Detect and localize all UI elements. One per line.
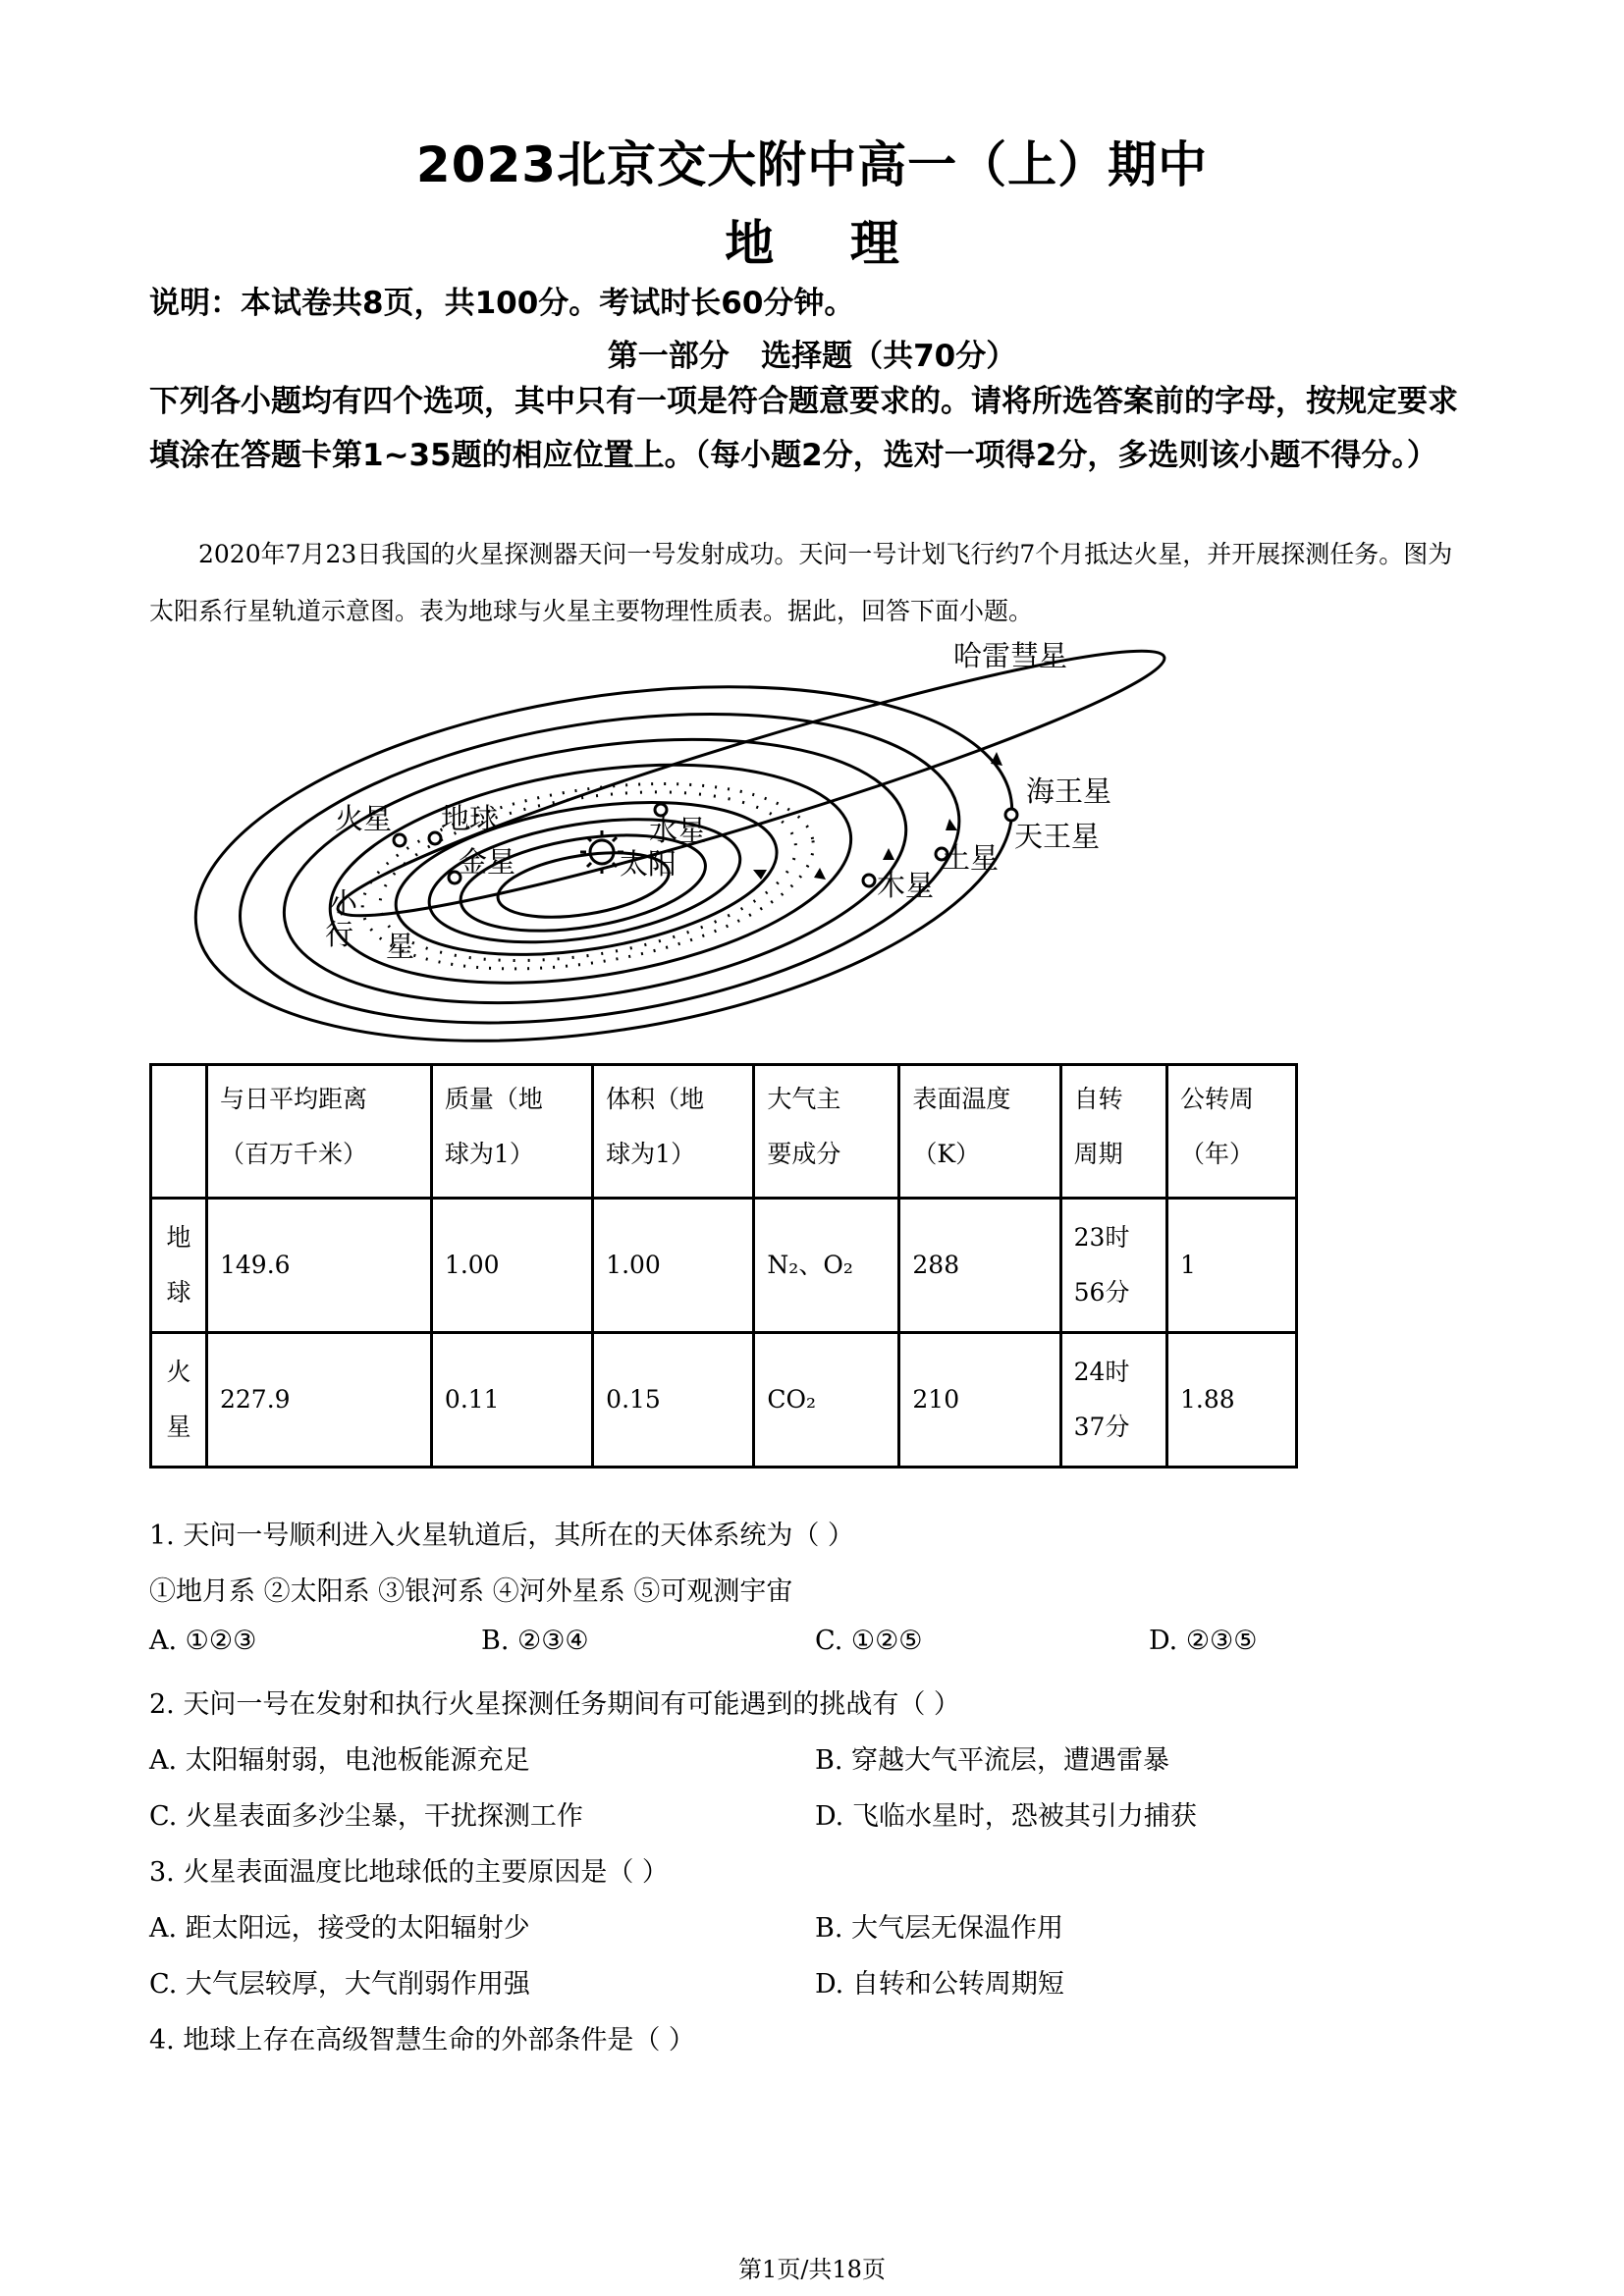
- exam-title: 2023北京交大附中高一（上）期中: [415, 136, 1209, 193]
- label-mercury: 水星: [649, 814, 707, 847]
- table-header-cell: [151, 1065, 207, 1199]
- page-number: 第1页/共18页: [738, 2256, 886, 2283]
- label-neptune: 海王星: [1026, 774, 1112, 808]
- question-2-option-b[interactable]: B. 穿越大气平流层，遭遇雷暴: [815, 1745, 1170, 1776]
- label-mars: 火星: [335, 802, 393, 835]
- exam-note: 说明：本试卷共8页，共100分。考试时长60分钟。: [149, 286, 855, 321]
- cell-atmosphere: CO₂: [754, 1333, 899, 1468]
- question-3-option-c[interactable]: C. 大气层较厚，大气削弱作用强: [149, 1969, 530, 2000]
- table-row: [151, 1333, 1297, 1468]
- planet-properties-table: [149, 1063, 1298, 1468]
- cell-revolution: 1: [1167, 1199, 1297, 1333]
- question-3-option-d[interactable]: D. 自转和公转周期短: [815, 1969, 1064, 2000]
- cell-revolution: 1.88: [1167, 1333, 1297, 1468]
- planet-jupiter: [863, 875, 875, 886]
- question-3-option-b[interactable]: B. 大气层无保温作用: [815, 1913, 1064, 1944]
- label-earth: 地球: [441, 802, 499, 835]
- part-title: 第一部分 选择题（共70分）: [607, 339, 1017, 374]
- row-name-earth: 地 球: [151, 1199, 207, 1333]
- question-1-option-b[interactable]: B. ②③④: [481, 1626, 589, 1656]
- cell-atmosphere: N₂、O₂: [754, 1199, 899, 1333]
- cell-temperature: 210: [899, 1333, 1060, 1468]
- table-header-cell: 大气主 要成分: [754, 1065, 899, 1199]
- intro-paragraph: 2020年7月23日我国的火星探测器天问一号发射成功。天问一号计划飞行约7个月抵达火星，并开展探测任务。图为太阳系行星轨道示意图。表为地球与火星主要物理性质表。据此，回答下面小题。: [149, 540, 1453, 625]
- row-name-mars: 火 星: [151, 1333, 207, 1468]
- orbit-arrow: [883, 848, 894, 860]
- instructions: 下列各小题均有四个选项，其中只有一项是符合题意要求的。请将所选答案前的字母，按规定要求填涂在答题卡第1~35题的相应位置上。（每小题2分，选对一项得2分，多选则该小题不得分。）: [149, 384, 1458, 473]
- cell-rotation: 24时 37分: [1060, 1333, 1166, 1468]
- label-asteroid-2: 行: [325, 918, 354, 951]
- cell-distance: 227.9: [207, 1333, 432, 1468]
- question-1-option-a[interactable]: A. ①②③: [149, 1626, 257, 1656]
- asteroid-belt-inner: [368, 766, 808, 987]
- planet-earth: [429, 832, 441, 844]
- table-header-cell: 公转周 （年）: [1167, 1065, 1297, 1199]
- question-1-stem: 1. 天问一号顺利进入火星轨道后，其所在的天体系统为（ ）: [149, 1521, 854, 1551]
- cell-rotation: 23时 56分: [1060, 1199, 1166, 1333]
- question-2-option-d[interactable]: D. 飞临水星时，恐被其引力捕获: [815, 1801, 1197, 1832]
- table-header-cell: 自转 周期: [1060, 1065, 1166, 1199]
- label-halley-comet: 哈雷彗星: [953, 639, 1068, 672]
- solar-system-diagram: [142, 636, 1340, 1058]
- cell-volume: 0.15: [593, 1333, 754, 1468]
- label-sun: 太阳: [620, 847, 677, 881]
- cell-mass: 0.11: [431, 1333, 592, 1468]
- cell-distance: 149.6: [207, 1199, 432, 1333]
- question-2-option-a[interactable]: A. 太阳辐射弱，电池板能源充足: [149, 1745, 530, 1776]
- question-1-option-c[interactable]: C. ①②⑤: [815, 1626, 923, 1656]
- table-header-cell: 质量（地 球为1）: [431, 1065, 592, 1199]
- table-header-row: [151, 1065, 1297, 1199]
- question-4-stem: 4. 地球上存在高级智慧生命的外部条件是（ ）: [149, 2025, 695, 2056]
- question-3-stem: 3. 火星表面温度比地球低的主要原因是（ ）: [149, 1857, 669, 1888]
- subject-title: 地 理: [725, 215, 899, 272]
- orbit-arrow: [814, 868, 826, 880]
- cell-mass: 1.00: [431, 1199, 592, 1333]
- label-venus: 金星: [459, 845, 516, 879]
- cell-temperature: 288: [899, 1199, 1060, 1333]
- planet-mars: [394, 834, 406, 846]
- orbit-arrow: [946, 819, 957, 830]
- table-header-cell: 表面温度 （K）: [899, 1065, 1060, 1199]
- table-header-cell: 体积（地 球为1）: [593, 1065, 754, 1199]
- cell-volume: 1.00: [593, 1199, 754, 1333]
- label-uranus: 天王星: [1014, 820, 1101, 853]
- question-2-stem: 2. 天问一号在发射和执行火星探测任务期间有可能遇到的挑战有（ ）: [149, 1689, 960, 1720]
- label-jupiter: 木星: [877, 869, 935, 902]
- question-1-option-d[interactable]: D. ②③⑤: [1149, 1626, 1258, 1656]
- label-saturn: 土星: [942, 841, 1000, 875]
- table-header-cell: 与日平均距离 （百万千米）: [207, 1065, 432, 1199]
- question-3-option-a[interactable]: A. 距太阳远，接受的太阳辐射少: [149, 1913, 530, 1944]
- label-asteroid-3: 星: [386, 930, 415, 963]
- label-asteroid-1: 小: [329, 886, 358, 920]
- question-1-choices: ①地月系 ②太阳系 ③银河系 ④河外星系 ⑤可观测宇宙: [149, 1576, 793, 1607]
- question-2-option-c[interactable]: C. 火星表面多沙尘暴，干扰探测工作: [149, 1801, 583, 1832]
- table-row: [151, 1199, 1297, 1333]
